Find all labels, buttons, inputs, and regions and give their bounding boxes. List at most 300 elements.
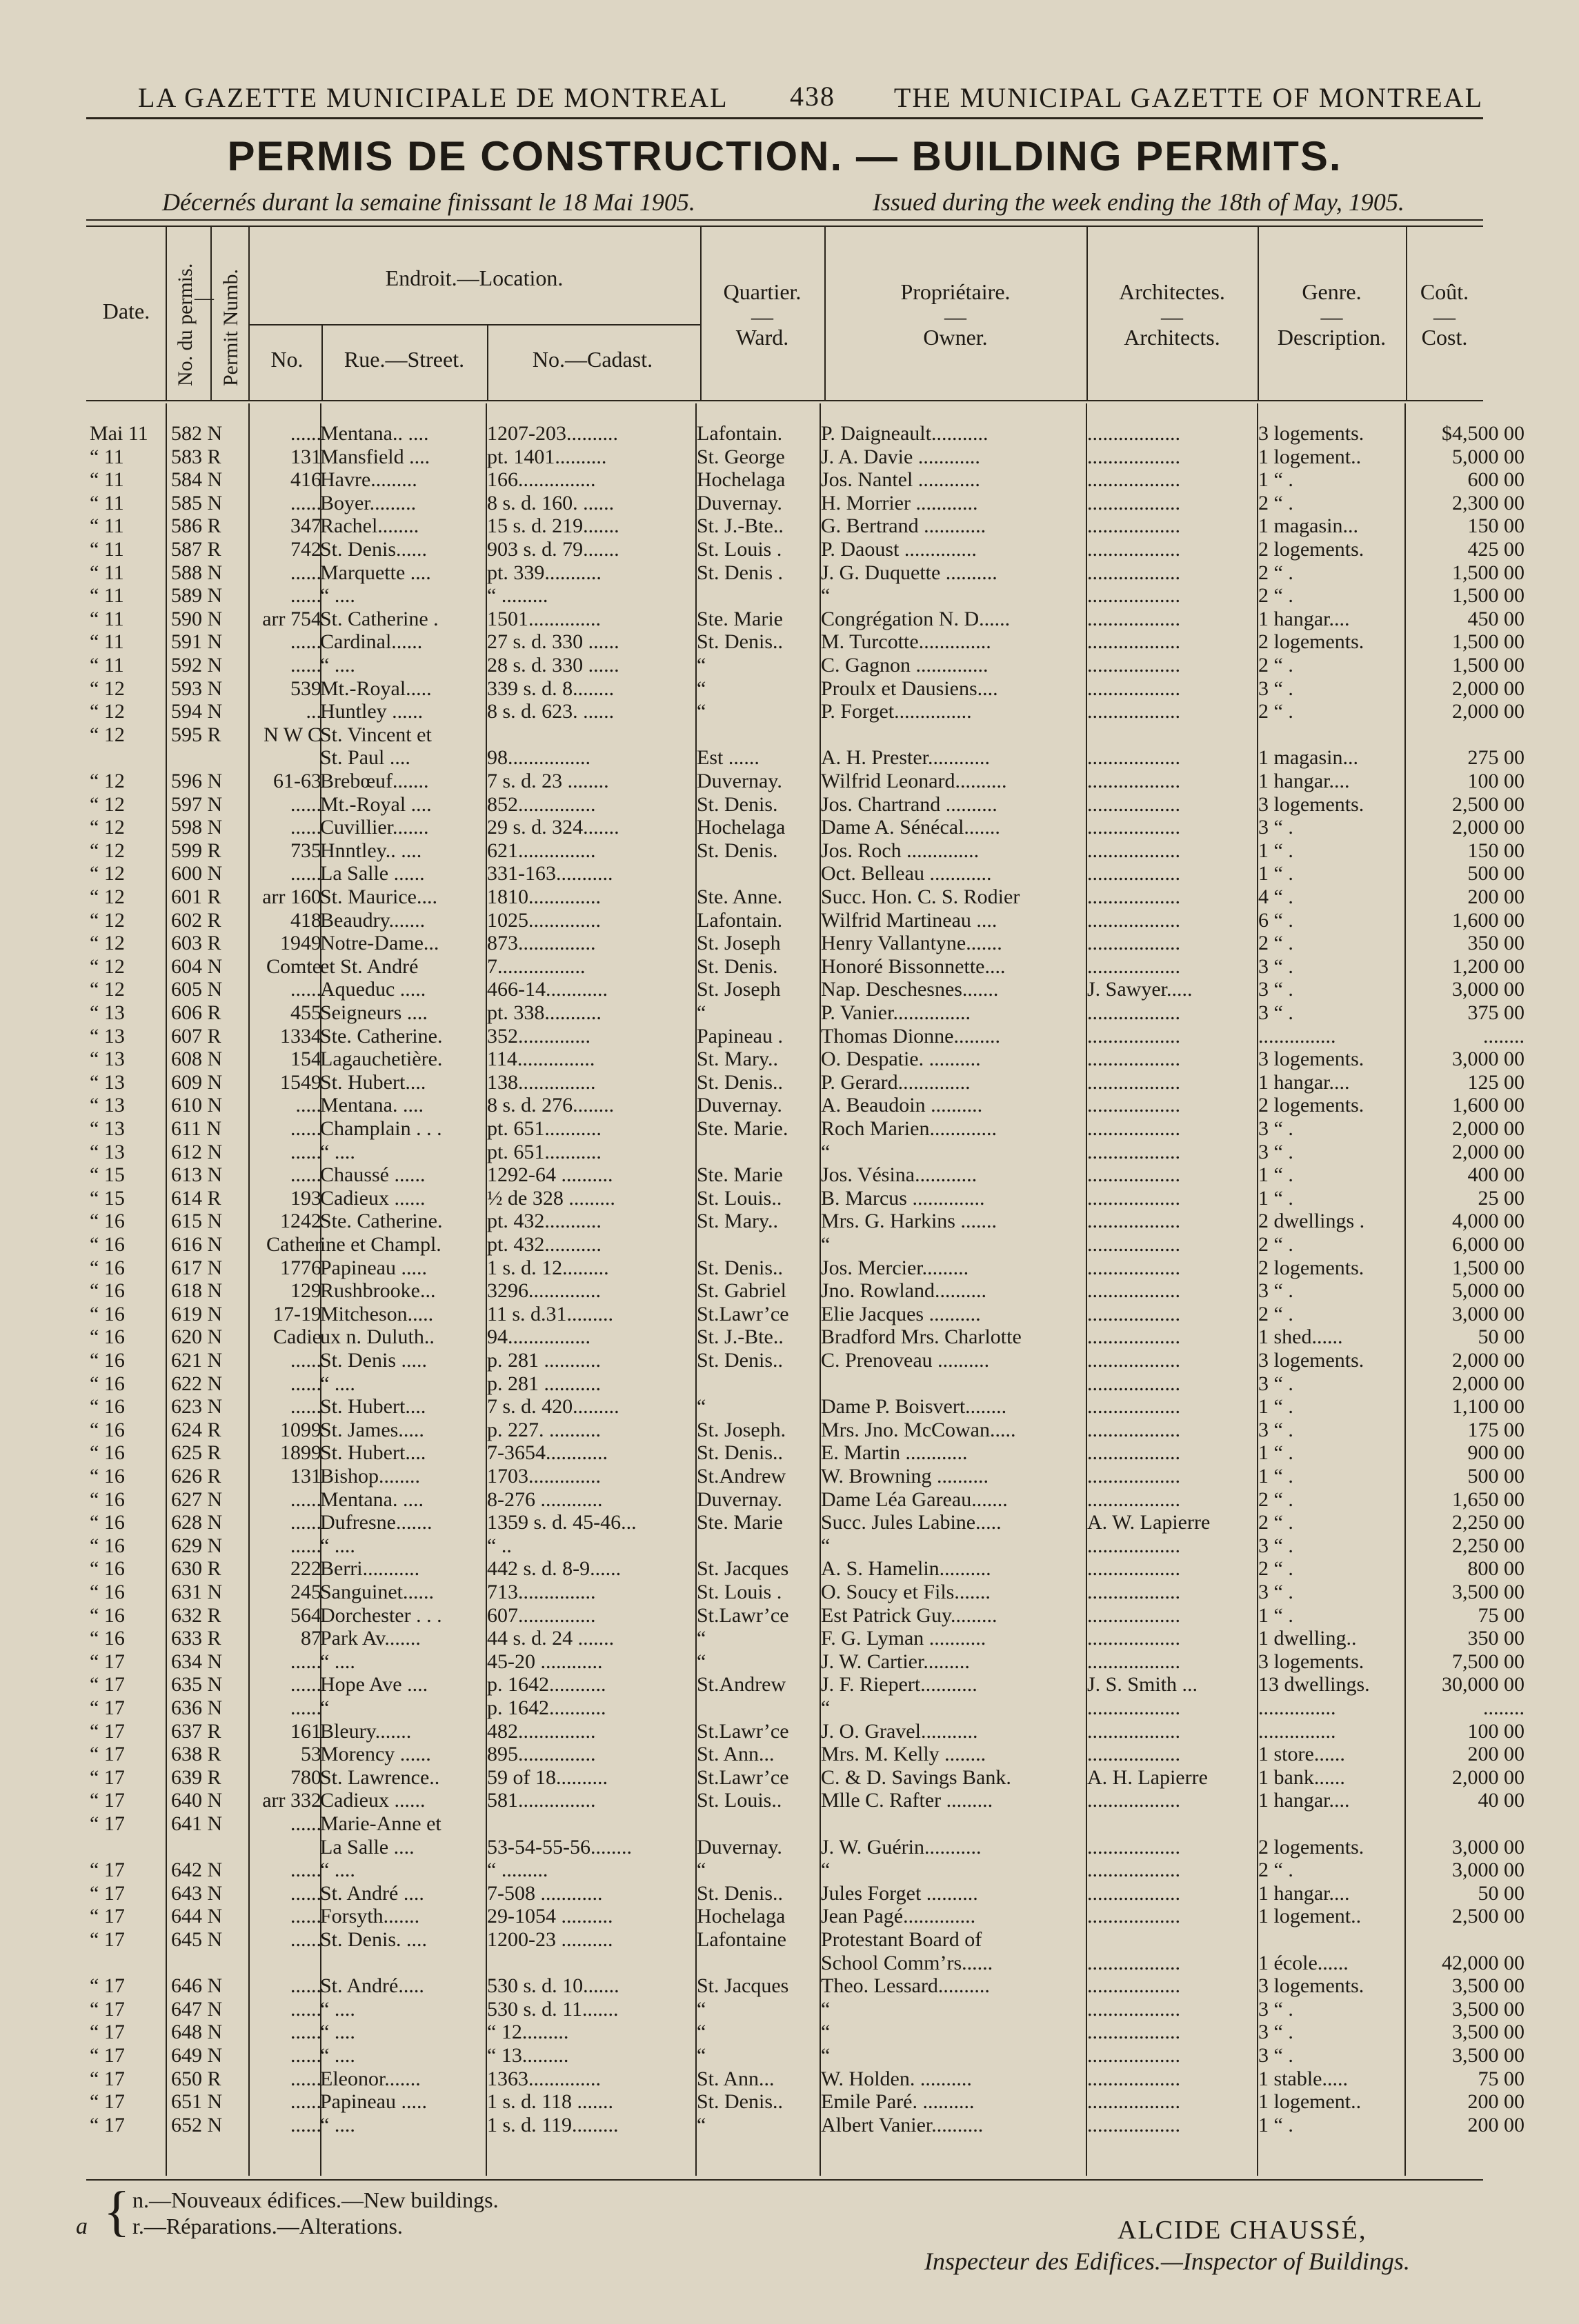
table-row [0, 1163, 1579, 1187]
architect-name: .................. [1087, 954, 1180, 978]
permit-date: “ 12 [90, 978, 125, 1001]
owner-name: “ [821, 1696, 831, 1719]
street-name: “ .... [320, 2113, 355, 2136]
street-name: Cuvillier....... [320, 816, 429, 839]
permit-cost: 2,250 00 [1452, 1511, 1525, 1534]
permit-cost: 1,200 00 [1452, 954, 1525, 978]
permit-number: 640 N [171, 1789, 223, 1812]
column-header-ward-fr: Quartier. [723, 279, 802, 304]
permit-number: 625 R [171, 1441, 221, 1465]
permit-date: “ 13 [90, 1094, 125, 1117]
column-header-cadastre: No.—Cadast. [532, 347, 653, 372]
permit-number: 622 N [171, 1372, 223, 1395]
permit-cost: 425 00 [1467, 538, 1525, 561]
column-rule [210, 226, 212, 400]
permit-date: “ 16 [90, 1325, 125, 1349]
ward-name: Lafontain. [697, 908, 783, 932]
civic-number: 222 [290, 1557, 321, 1581]
table-row [0, 1627, 1579, 1650]
ward-name: St. Jacques [697, 1974, 789, 1998]
cadastre-number: 114............... [487, 1048, 595, 1071]
permit-date: “ 16 [90, 1557, 125, 1581]
permit-cost: 40 00 [1478, 1789, 1525, 1812]
civic-number: ...... [290, 1905, 321, 1928]
permit-number: 636 N [171, 1696, 223, 1719]
owner-name: Wilfrid Martineau .... [821, 908, 997, 932]
owner-name: Protestant Board of [821, 1928, 982, 1951]
table-row [0, 909, 1579, 932]
permit-description: 2 “ . [1258, 654, 1293, 677]
cadastre-number: 1 s. d. 118 ....... [487, 2090, 614, 2114]
table-row [0, 1928, 1579, 1952]
permit-description: 3 logements. [1258, 1650, 1364, 1673]
permit-date: “ 17 [90, 2067, 125, 2090]
owner-name: J. O. Gravel........... [821, 1719, 978, 1743]
permit-number: 597 N [171, 792, 223, 816]
ward-name: Hochelaga [697, 816, 786, 839]
table-row [0, 630, 1579, 654]
permit-date: “ 17 [90, 1789, 125, 1812]
cadastre-number: 466-14............ [487, 978, 608, 1001]
ward-name: St. Denis.. [697, 1349, 784, 1372]
table-row [0, 1441, 1579, 1465]
permit-number: 589 N [171, 584, 223, 608]
permit-cost: 30,000 00 [1442, 1673, 1525, 1696]
cadastre-number: 7................. [487, 954, 586, 978]
permit-number: 628 N [171, 1511, 223, 1534]
ward-name: “ [697, 1859, 706, 1882]
permit-cost: 350 00 [1467, 932, 1525, 955]
owner-name: J. A. Davie ............ [821, 445, 980, 468]
table-row [0, 1604, 1579, 1627]
permit-number: 645 N [171, 1928, 223, 1951]
cadastre-number: 8-276 ............ [487, 1487, 603, 1511]
ward-name: Lafontain. [697, 422, 783, 445]
permit-description: 1 magasin... [1258, 514, 1358, 538]
street-name: “ .... [320, 584, 355, 608]
table-row [0, 862, 1579, 885]
street-name: Cardinal...... [320, 630, 423, 654]
permit-cost: 1,600 00 [1452, 908, 1525, 932]
civic-number: 539 [290, 677, 321, 700]
cadastre-number: 3296.............. [487, 1279, 601, 1303]
permit-date: “ 17 [90, 1905, 125, 1928]
column-header-description-en: Description. [1277, 325, 1387, 350]
street-name: Dorchester . . . [320, 1603, 442, 1627]
table-row [0, 746, 1579, 770]
column-header-architects-en: Architects. [1124, 325, 1220, 350]
table-row [0, 932, 1579, 955]
ward-name: St. Gabriel [697, 1279, 786, 1303]
table-row [0, 1743, 1579, 1766]
street-name: St. Denis...... [320, 538, 428, 561]
permit-description: 1 bank...... [1258, 1765, 1345, 1789]
table-row [0, 1696, 1579, 1720]
permit-description: ............... [1258, 1719, 1336, 1743]
column-header-permit-dash: — [195, 288, 214, 309]
architect-name: .................. [1087, 1070, 1180, 1094]
table-row [0, 1279, 1579, 1303]
ward-name: St. Denis.. [697, 1256, 784, 1279]
permit-cost: 3,000 00 [1452, 1859, 1525, 1882]
table-row [0, 1117, 1579, 1141]
permit-number: 649 N [171, 2044, 223, 2067]
cadastre-number: 27 s. d. 330 ...... [487, 630, 619, 654]
cadastre-number: 94................ [487, 1325, 590, 1349]
table-row [0, 1325, 1579, 1349]
table-row [0, 1812, 1579, 1836]
permit-description: 3 “ . [1258, 1418, 1293, 1441]
ward-name: Hochelaga [697, 1905, 786, 1928]
architect-name: .................. [1087, 1001, 1180, 1024]
owner-name: School Comm’rs...... [821, 1951, 993, 1974]
owner-name: Nap. Deschesnes....... [821, 978, 999, 1001]
owner-name: Bradford Mrs. Charlotte [821, 1325, 1022, 1349]
cadastre-number: 44 s. d. 24 ....... [487, 1627, 615, 1650]
owner-name: C. & D. Savings Bank. [821, 1765, 1011, 1789]
column-header-description-dash: — [1320, 304, 1343, 329]
column-rule [321, 324, 323, 400]
permit-date: “ 12 [90, 816, 125, 839]
civic-number: 61-63 [273, 770, 321, 792]
street-name: Eleonor....... [320, 2067, 421, 2090]
street-name: “ .... [320, 2021, 355, 2044]
architect-name: .................. [1087, 1859, 1180, 1882]
cadastre-number: “ 12......... [487, 2021, 569, 2044]
owner-name: Congrégation N. D...... [821, 607, 1011, 630]
cadastre-number: pt. 432........... [487, 1210, 602, 1233]
street-name: Berri........... [320, 1557, 420, 1581]
civic-number: 735 [290, 839, 321, 862]
civic-number: ...... [290, 2113, 321, 2136]
civic-number: ...... [290, 862, 321, 885]
ward-name: “ [697, 1650, 706, 1673]
civic-number: ...... [290, 1859, 321, 1882]
permit-date: “ 16 [90, 1511, 125, 1534]
permit-description: 1 stable..... [1258, 2067, 1348, 2090]
permit-cost: 1,650 00 [1452, 1487, 1525, 1511]
architect-name: .................. [1087, 1302, 1180, 1325]
permit-number: 606 R [171, 1001, 221, 1024]
architect-name: .................. [1087, 2021, 1180, 2044]
architect-name: .................. [1087, 816, 1180, 839]
architect-name: .................. [1087, 1048, 1180, 1071]
street-name: Mt.-Royal .... [320, 792, 432, 816]
cadastre-number: 442 s. d. 8-9...... [487, 1557, 622, 1581]
running-head [138, 81, 1483, 123]
permit-number: 605 N [171, 978, 223, 1001]
table-row [0, 1766, 1579, 1790]
ward-name: “ [697, 654, 706, 677]
column-header-ward-en: Ward. [735, 325, 789, 350]
cadastre-number: 1810.............. [487, 885, 601, 908]
cadastre-number: 607............... [487, 1603, 596, 1627]
civic-number: 87 [301, 1627, 321, 1650]
street-name: St. André..... [320, 1974, 424, 1998]
street-name: St. Denis ..... [320, 1349, 428, 1372]
permit-date: “ 13 [90, 1070, 125, 1094]
table-row [0, 1511, 1579, 1534]
ward-name: St. Denis . [697, 561, 784, 584]
table-row [0, 1998, 1579, 2021]
permit-description: 1 logement.. [1258, 1905, 1362, 1928]
column-rule [1406, 226, 1407, 400]
ward-name: St.Andrew [697, 1673, 786, 1696]
table-row [0, 492, 1579, 515]
owner-name: E. Martin ............ [821, 1441, 968, 1465]
owner-name: F. G. Lyman ........... [821, 1627, 986, 1650]
street-name: Mansfield .... [320, 445, 430, 468]
permit-date: “ 12 [90, 677, 125, 700]
permit-date: “ 16 [90, 1302, 125, 1325]
ward-name: Lafontaine [697, 1928, 786, 1951]
cadastre-number: ½ de 328 ......... [487, 1186, 615, 1210]
column-header-architects-dash: — [1161, 304, 1183, 329]
owner-name: P. Vanier............... [821, 1001, 971, 1024]
legend-brace: { [103, 2181, 130, 2242]
street-name: Mitcheson..... [320, 1302, 434, 1325]
architect-name: .................. [1087, 1951, 1180, 1974]
permit-date: “ 11 [90, 514, 124, 538]
civic-number: ...... [290, 2021, 321, 2044]
civic-number: ...... [290, 816, 321, 839]
architect-name: .................. [1087, 1603, 1180, 1627]
permit-date: “ 16 [90, 1534, 125, 1557]
permit-date: “ 16 [90, 1627, 125, 1650]
permit-number: 612 N [171, 1140, 223, 1163]
permit-date: “ 12 [90, 700, 125, 723]
permit-date: “ 13 [90, 1048, 125, 1071]
owner-name: Honoré Bissonnette.... [821, 954, 1006, 978]
architect-name: .................. [1087, 1581, 1180, 1603]
owner-name: A. H. Prester............ [821, 746, 990, 770]
owner-name: Mrs. Jno. McCowan..... [821, 1418, 1016, 1441]
owner-name: Henry Vallantyne....... [821, 932, 1002, 955]
civic-number: arr 332 [262, 1789, 321, 1812]
architect-name: .................. [1087, 1372, 1180, 1395]
civic-number: 131 [290, 445, 321, 468]
civic-number: 131 [290, 1465, 321, 1487]
permit-number: 642 N [171, 1859, 223, 1882]
cadastre-number: 53-54-55-56........ [487, 1835, 632, 1859]
table-row [0, 1256, 1579, 1280]
cadastre-number: 1501.............. [487, 607, 601, 630]
permit-cost: 3,500 00 [1452, 2044, 1525, 2067]
permit-date: “ 16 [90, 1279, 125, 1303]
ward-name: St. Ann... [697, 1743, 775, 1766]
permit-number: 603 R [171, 932, 221, 955]
permit-description: ............... [1258, 1696, 1336, 1719]
table-row [0, 723, 1579, 747]
civic-number: ...... [290, 2044, 321, 2067]
page-number: 438 [790, 81, 835, 112]
ward-name: “ [697, 700, 706, 723]
permit-cost: 3,000 00 [1452, 1048, 1525, 1071]
table-row [0, 955, 1579, 979]
permit-number: 644 N [171, 1905, 223, 1928]
permit-description: 1 hangar.... [1258, 770, 1350, 792]
ward-name: Duvernay. [697, 1835, 782, 1859]
permit-description: 2 logements. [1258, 1256, 1364, 1279]
permit-date: “ 13 [90, 1024, 125, 1048]
architect-name: .................. [1087, 1349, 1180, 1372]
cadastre-number: 7-3654............ [487, 1441, 608, 1465]
street-name: Mentana. .... [320, 1487, 424, 1511]
permit-date: “ 17 [90, 1859, 125, 1882]
column-rule [248, 226, 250, 400]
street-name: St. Catherine . [320, 607, 439, 630]
street-name: Mentana.. .... [320, 422, 429, 445]
cadastre-number: p. 281 ........... [487, 1372, 601, 1395]
table-row [0, 1974, 1579, 1998]
permit-cost: 5,000 00 [1452, 1279, 1525, 1303]
permit-description: 1 “ . [1258, 1441, 1293, 1465]
permit-cost: $4,500 00 [1442, 422, 1525, 445]
permit-description: 3 “ . [1258, 1001, 1293, 1024]
street-name: St. Maurice.... [320, 885, 437, 908]
permit-description: 2 “ . [1258, 1859, 1293, 1882]
permit-date: “ 11 [90, 491, 124, 514]
permit-date: “ 16 [90, 1441, 125, 1465]
cadastre-number: 8 s. d. 160. ...... [487, 491, 615, 514]
street-name: St. Hubert.... [320, 1395, 426, 1419]
permit-number: 621 N [171, 1349, 223, 1372]
architect-name: J. Sawyer..... [1087, 978, 1193, 1001]
permit-description: 1 hangar.... [1258, 607, 1350, 630]
legend-alterations: r.—Réparations.—Alterations. [132, 2214, 403, 2238]
cadastre-number: p. 227. .......... [487, 1418, 601, 1441]
permit-date: “ 17 [90, 1696, 125, 1719]
street-name: Cadieux ...... [320, 1186, 426, 1210]
permit-number: 639 R [171, 1765, 221, 1789]
permit-cost: 5,000 00 [1452, 445, 1525, 468]
street-name: Huntley ...... [320, 700, 424, 723]
civic-number: 416 [290, 468, 321, 492]
architect-name: .................. [1087, 2113, 1180, 2136]
permit-description: 3 “ . [1258, 816, 1293, 839]
civic-number: N W C [264, 723, 321, 746]
street-name: St. Lawrence.. [320, 1765, 440, 1789]
running-head-left: LA GAZETTE MUNICIPALE DE MONTREAL [138, 82, 728, 113]
permit-date: “ 17 [90, 1743, 125, 1766]
permit-description: 1 logement.. [1258, 445, 1362, 468]
permit-number: 627 N [171, 1487, 223, 1511]
cadastre-number: 1025.............. [487, 908, 601, 932]
permit-cost: 3,500 00 [1452, 2021, 1525, 2044]
table-row [0, 561, 1579, 585]
civic-number: ...... [290, 1696, 321, 1719]
owner-name: Wilfrid Leonard.......... [821, 770, 1007, 792]
cadastre-number: 29-1054 .......... [487, 1905, 613, 1928]
civic-number: 1334 [280, 1024, 321, 1048]
architect-name: .................. [1087, 1650, 1180, 1673]
permit-description: 3 logements. [1258, 422, 1364, 445]
architect-name: .................. [1087, 1743, 1180, 1766]
cadastre-number: 11 s. d.31......... [487, 1302, 614, 1325]
architect-name: .................. [1087, 1256, 1180, 1279]
permit-description: 1 “ . [1258, 1603, 1293, 1627]
permit-description: 4 “ . [1258, 885, 1293, 908]
permit-number: 590 N [171, 607, 223, 630]
permit-cost: 3,500 00 [1452, 1997, 1525, 2021]
permit-date: “ 17 [90, 1719, 125, 1743]
permit-number: 630 R [171, 1557, 221, 1581]
permit-number: 598 N [171, 816, 223, 839]
permit-description: 1 “ . [1258, 468, 1293, 492]
street-name: ux n. Duluth.. [320, 1325, 435, 1349]
signature-name: ALCIDE CHAUSSÉ, [1118, 2216, 1367, 2245]
column-header-architects-fr: Architectes. [1119, 279, 1225, 304]
cadastre-number: p. 281 ........... [487, 1349, 601, 1372]
cadastre-number: 7 s. d. 23 ........ [487, 770, 609, 792]
permit-cost: 900 00 [1467, 1441, 1525, 1465]
permit-description: 1 magasin... [1258, 746, 1358, 770]
table-row [0, 1187, 1579, 1210]
permit-description: 2 logements. [1258, 630, 1364, 654]
owner-name: Jos. Chartrand .......... [821, 792, 997, 816]
table-row [0, 1465, 1579, 1488]
permit-date: “ 16 [90, 1349, 125, 1372]
permit-number: 615 N [171, 1210, 223, 1233]
ward-name: “ [697, 1627, 706, 1650]
civic-number: 455 [290, 1001, 321, 1024]
permit-date: “ 12 [90, 862, 125, 885]
permit-number: 613 N [171, 1163, 223, 1187]
table-row [0, 1650, 1579, 1674]
street-name: Park Av....... [320, 1627, 421, 1650]
permit-description: 3 “ . [1258, 1140, 1293, 1163]
ward-name: “ [697, 677, 706, 700]
table-row [0, 1534, 1579, 1558]
permit-date: “ 11 [90, 630, 124, 654]
cadastre-number: pt. 651........... [487, 1140, 602, 1163]
architect-name: .................. [1087, 862, 1180, 885]
street-name: “ .... [320, 1997, 355, 2021]
civic-number: 1899 [280, 1441, 321, 1465]
permit-cost: 200 00 [1467, 885, 1525, 908]
permit-number: 611 N [171, 1117, 222, 1140]
cadastre-number: 1 s. d. 12......... [487, 1256, 609, 1279]
column-header-permit-en: Permit Numb. [219, 269, 242, 386]
permit-cost: 500 00 [1467, 1465, 1525, 1487]
owner-name: Jos. Vésina............ [821, 1163, 977, 1187]
civic-number: ...... [290, 1140, 321, 1163]
permit-cost: 75 00 [1478, 1603, 1525, 1627]
civic-number: ...... [290, 584, 321, 608]
permit-cost: 3,500 00 [1452, 1974, 1525, 1998]
architect-name: .................. [1087, 445, 1180, 468]
column-header-cost-dash: — [1433, 304, 1456, 329]
permit-cost: 500 00 [1467, 862, 1525, 885]
permit-date: “ 17 [90, 1812, 125, 1835]
permit-cost: 150 00 [1467, 514, 1525, 538]
permit-cost: 600 00 [1467, 468, 1525, 492]
civic-number: 564 [290, 1603, 321, 1627]
ward-name: Est ...... [697, 746, 759, 770]
owner-name: P. Daigneault........... [821, 422, 989, 445]
architect-name: .................. [1087, 1835, 1180, 1859]
column-rule [166, 226, 167, 400]
table-row [0, 700, 1579, 723]
architect-name: .................. [1087, 1024, 1180, 1048]
table-row [0, 2067, 1579, 2091]
cadastre-number: 1200-23 .......... [487, 1928, 613, 1951]
table-row [0, 1233, 1579, 1256]
owner-name: “ [821, 1233, 831, 1256]
street-name: Rachel........ [320, 514, 419, 538]
permit-number: 599 R [171, 839, 221, 862]
permit-date: “ 12 [90, 839, 125, 862]
